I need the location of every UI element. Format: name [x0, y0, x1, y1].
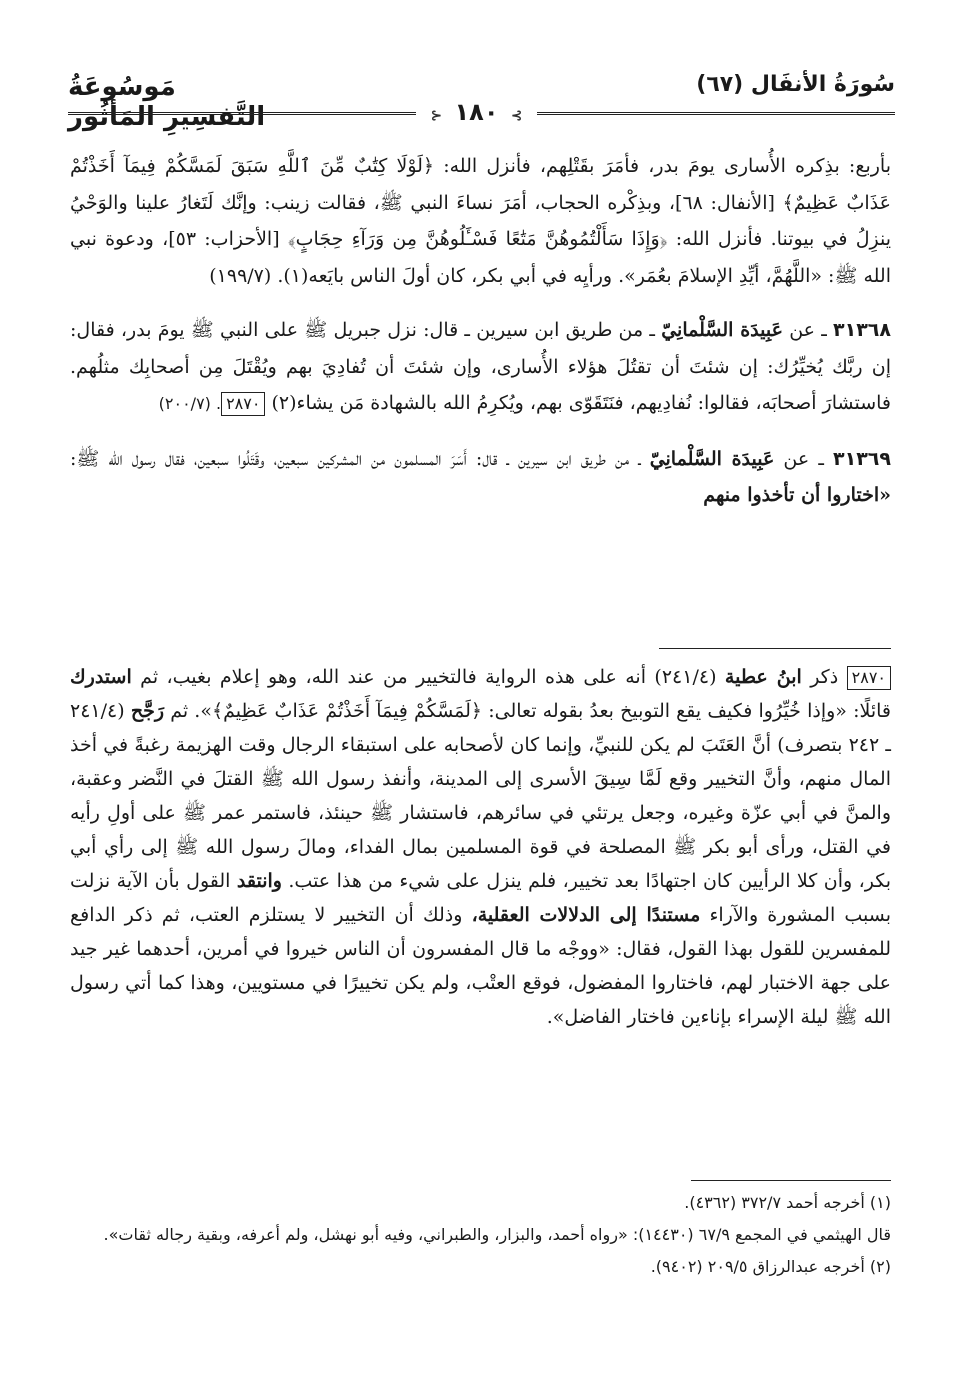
- note-text-1: ذكر: [810, 666, 839, 688]
- ornament-left-icon: ⊰: [430, 108, 443, 124]
- narrator-name: عَبِيدَة السَّلْمانِيّ: [649, 447, 775, 470]
- hadith-31368: ٣١٣٦٨ ـ عن عَبِيدَة السَّلْمانِيّ ـ من طريق ابن سيرين ـ قال: نزل جبريل ﷺ على النبي ﷺ يومَ بدر، فقال: إن ربَّك يُخيِّرُك: إن شئتَ أن تقتُلَ هؤلاء الأُسارى، وإن شئتَ أن تُفادِيَ بهم ويُقْتَلَ مِن أصحابِك مثلُهم. فاستشارَ أصحابَه، فقالوا: نُفادِيهم، فنَتَقَوّى بهم، ويُكرِمُ الله بالشهادة مَن يشاء(٢) ٢٨٧٠. (٢٠٠/٧): [70, 319, 891, 414]
- book-title: مَوسُوعَةُ التَّفسِيرِ المَأثُور: [68, 72, 266, 132]
- hadith-number: ٣١٣٦٨: [833, 319, 891, 341]
- main-text: [70, 148, 891, 532]
- hadith-number: ٣١٣٦٩: [833, 447, 891, 470]
- note-box-number: ٢٨٧٠: [847, 666, 891, 690]
- paragraph-continuation: بأربع: بذِكره الأُسارى يومَ بدر، فأمَرَ بقَتْلِهم، فأنزل الله: ﴿لَوْلَا كِتَٰبٌ مِّنَ ٱللَّهِ سَبَقَ لَمَسَّكُمْ فِيمَآ أَخَذْتُمْ عَذَابٌ عَظِيمٌ﴾ [الأنفال: ٦٨]، وبذِكْره الحجاب، أمَرَ نساءَ النبي ﷺ، فقالت زينب: وإنَّك لَتَغارُ علينا والوَحْيُ ينزِلُ في بيوتنا. فأنزل الله: ﴿وَإِذَا سَأَلْتُمُوهُنَّ مَتَٰعًا فَسْـَٔلُوهُنَّ مِن وَرَآءِ حِجَابٍ﴾ [الأحزاب: ٥٣]، ودعوة نبي الله ﷺ: «اللَّهُمَّ، أيِّدِ الإسلامَ بعُمَر». ورأيِه في أبي بكر، كان أولَ الناس بايَعه(١). (١٩٩/٧): [70, 155, 891, 287]
- footnote-separator: [691, 1180, 891, 1181]
- cross-ref-box: ٢٨٧٠: [221, 392, 265, 416]
- note-name-3: رَجَّح: [130, 700, 165, 722]
- note-text-2: (٢٤١/٤) أنه على هذه الرواية فالتخيير من عند الله، وهو إعلام بغيب، ثم: [140, 666, 717, 688]
- hadith-quote: «اختاروا أن تأخذوا منهم: [703, 484, 891, 506]
- note-name-1: ابنُ عطية: [724, 666, 802, 688]
- page-number-block: [0, 98, 953, 126]
- note-text-3: قائلًا: «وإذا خُيِّرُوا فكيف يقع التوبيخ بعدُ بقوله تعالى: ﴿لَمَسَّكُمْ فِيمَآ أَخَذْتُمْ عَذَابٌ عَظِيمٌ﴾». ثم: [170, 700, 891, 722]
- hadith-text: ـ من طريق ابن سيرين ـ قال: نزل جبريل ﷺ على النبي ﷺ يومَ بدر، فقال: إن ربَّك يُخيِّرُك: إن شئتَ أن تقتُلَ هؤلاء الأُسارى، وإن شئتَ أن تُفادِيَ بهم ويُقْتَلَ مِن أصحابِك مثلُهم. فاستشارَ أصحابَه، فقالوا: نُفادِيهم، فنَتَقَوّى بهم، ويُكرِمُ الله بالشهادة مَن يشاء(٢): [70, 319, 891, 414]
- footnote-2: (٢) أخرجه عبدالرزاق ٢٠٩/٥ (٩٤٠٢).: [650, 1257, 891, 1276]
- note-text-6: وذلك أن التخيير لا يستلزم العتب، ثم ذكر الدافع للمفسرين للقول بهذا القول، فقال: «ووجْه ما قال المفسرون أن الناس خيروا في أمرين، أحدهما غير جيد على جهة الاختبار لهم، فاختاروا المفضول، فوقع العتْب، ولم يكن تخييرًا في مستويين، وهذا كما أتي رسول الله ﷺ ليلة الإسراء بإناءين فاختار الفاضل».: [70, 904, 891, 1028]
- footnote-1: (١) أخرجه أحمد ٣٧٢/٧ (٤٣٦٢).: [684, 1193, 891, 1212]
- hadith-ref: . (٢٠٠/٧): [158, 394, 222, 413]
- hadith-text: ـ من طريق ابن سيرين ـ قال: أَسَرَ المسلمون من المشركين سبعين، وقَتَلُوا سبعين، فقال رسول الله ﷺ:: [70, 447, 641, 470]
- ornament-right-icon: ⊱: [510, 108, 523, 124]
- surah-title: سُورَةُ الأنفَال (٦٧): [696, 72, 895, 97]
- footnotes: [70, 1190, 891, 1286]
- note-separator: [659, 648, 891, 649]
- footnote-1-detail: قال الهيثمي في المجمع ٦٧/٩ (١٤٤٣٠): «رواه أحمد، والبزار، والطبراني، وفيه أبو نهشل، ولم أعرفه، وبقية رجاله ثقات».: [103, 1225, 891, 1244]
- hadith-31369: ٣١٣٦٩ ـ عن عَبِيدَة السَّلْمانِيّ ـ من طريق ابن سيرين ـ قال: أَسَرَ المسلمون من المشركين سبعين، وقَتَلُوا سبعين، فقال رسول الله ﷺ: «اختاروا أن تأخذوا منهم: [70, 447, 891, 506]
- note-name-5: مستندًا إلى الدلالات العقلية،: [471, 904, 701, 926]
- scholarly-note: [70, 660, 891, 1034]
- narrator-name: عَبِيدَة السَّلْمانِيّ: [661, 319, 783, 341]
- note-text-4: (٢٤١/٤ ـ ٢٤٢ بتصرف) أنَّ العَتَبَ لم يكن للنبيِّ، وإنما كان لأصحابه على استبقاء الرجال وقت الهزيمة رغبةً في أخذ المال منهم، وأنَّ التخيير وقع لَمَّا سِيقَ الأسرى إلى المدينة، وأنفذ رسول الله ﷺ القتلَ في النَّضر وعقبة، والمنَّ في أبي عزّة وغيره، وجعل يرتئي في سائرهم، فاستشار ﷺ حينئذ، فاستمر عمر ﷺ على أولِ رأيه في القتل، ورأى أبو بكر ﷺ المصلحة في قوة المسلمين بمال الفداء، ومالَ رسول الله ﷺ إلى رأي أبي بكر، وأن كلا الرأيين كان اجتهادًا بعد تخيير، فلم ينزل على شيء من هذا عتب.: [70, 700, 891, 892]
- page-number: ١٨٠: [454, 98, 499, 126]
- note-name-2: استدرك: [70, 666, 132, 688]
- note-text-5: القول بأن الآية نزلت بسبب المشورة والآراء: [70, 870, 892, 926]
- note-name-4: وانتقد: [236, 870, 282, 892]
